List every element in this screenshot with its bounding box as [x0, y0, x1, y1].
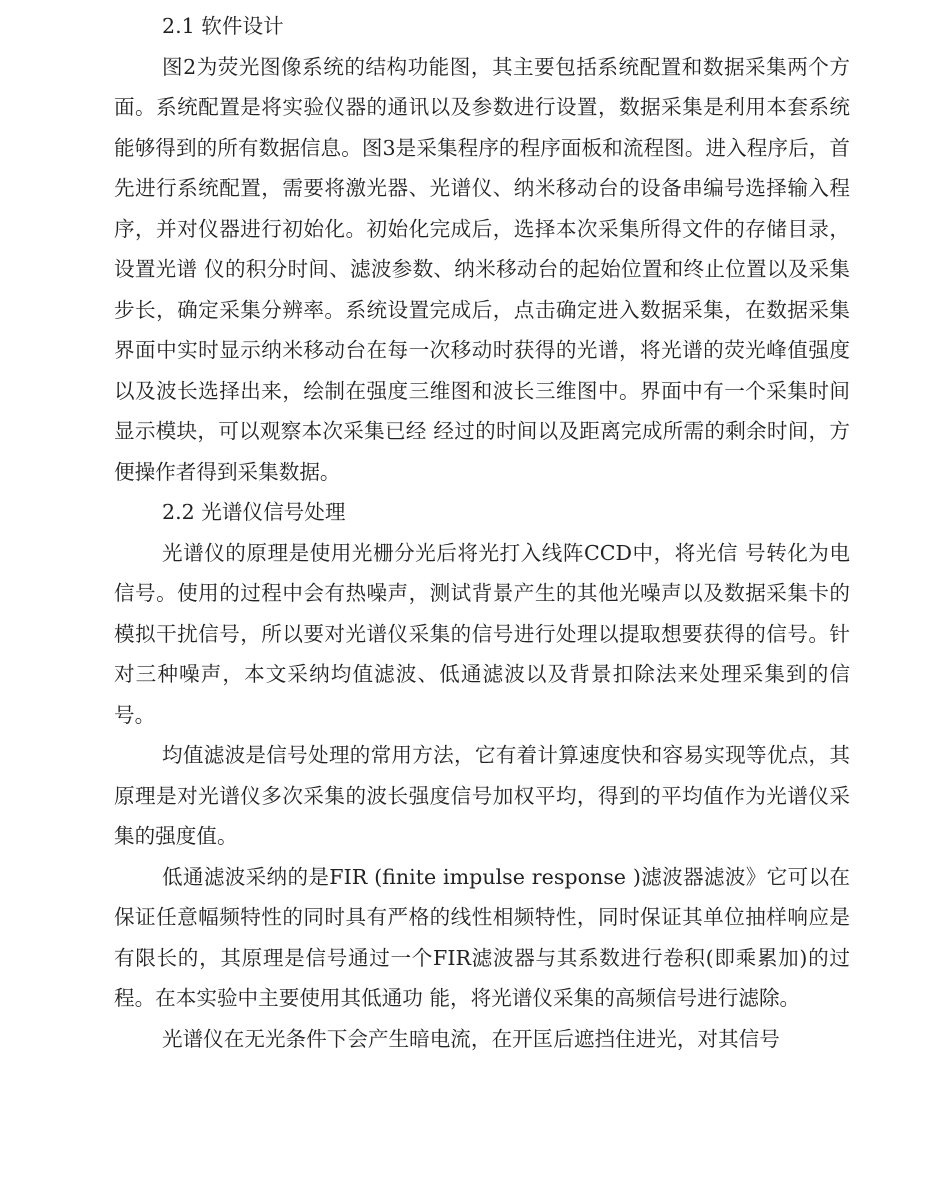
- paragraph: 光谱仪在无光条件下会产生暗电流，在开匡后遮挡住进光，对其信号: [162, 1026, 780, 1051]
- paragraph: 低通滤波采纳的是FIR (finite impulse response )滤波器滤波》它可以在保证任意幅频特性的同时具有严格的线性相频特性，同时保证其单位抽样响应是有限长的，其原理是信号通过一个FIR滤波器与其系数进行卷积(即乘累加)的过程。在本实验中主要使用其低通功 能，将光谱仪采集的高频信号进行滤除。: [114, 864, 850, 1010]
- section-heading: 2.2 光谱仪信号处理: [162, 500, 346, 524]
- paragraph: 均值滤波是信号处理的常用方法，它有着计算速度快和容易实现等优点，其原理是对光谱仪多次采集的波长强度信号加权平均，得到的平均值作为光谱仪采集的强度值。: [114, 743, 850, 848]
- paragraph: 图2为荧光图像系统的结构功能图，其主要包括系统配置和数据采集两个方面。系统配置是将实验仪器的通讯以及参数进行设置，数据采集是利用本套系统能够得到的所有数据信息。图3是采集程序的程序面板和流程图。进入程序后，首先进行系统配置，需要将激光器、光谱仪、纳米移动台的设备串编号选择输入程序，并对仪器进行初始化。初始化完成后，选择本次采集所得文件的存储目录，设置光谱 仪的积分时间、滤波参数、纳米移动台的起始位置和终止位置以及采集步长，确定采集分辨率。系统设置完成后，点击确定进入数据采集，在数据采集界面中实时显示纳米移动台在每一次移动时获得的光谱，将光谱的荧光峰值强度以及波长选择出来，绘制在强度三维图和波长三维图中。界面中有一个采集时间显示模块，可以观察本次采集已经 经过的时间以及距离完成所需的剩余时间，方便操作者得到采集数据。: [114, 54, 850, 484]
- section-heading: 2.1 软件设计: [162, 14, 284, 38]
- document-page: [114, 6, 850, 1059]
- paragraph: 光谱仪的原理是使用光栅分光后将光打入线阵CCD中，将光信 号转化为电信号。使用的过程中会有热噪声，测试背景产生的其他光噪声以及数据采集卡的模拟干扰信号，所以要对光谱仪采集的信号进行处理以提取想要获得的信号。针对三种噪声，本文采纳均值滤波、低通滤波以及背景扣除法来处理采集到的信号。: [114, 540, 850, 727]
- section-software-design: [114, 6, 850, 492]
- section-spectrometer-signal-processing: [114, 492, 850, 1059]
